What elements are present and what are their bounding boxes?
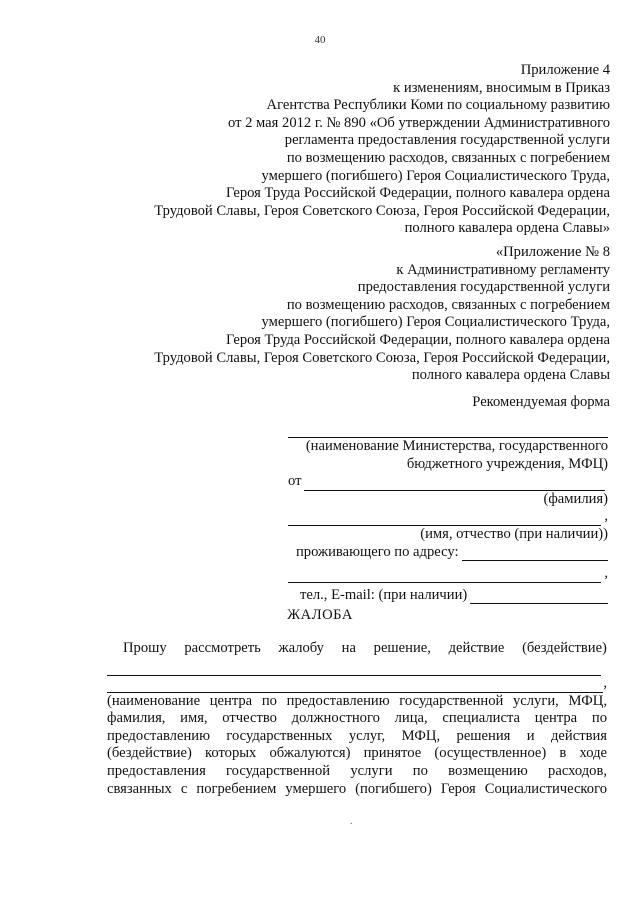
appendix-8-line: умершего (погибшего) Героя Социалистического Труда, xyxy=(261,314,610,331)
description-line: фамилия, имя, отчество должностного лица, специалиста центра по xyxy=(107,710,607,727)
comma: , xyxy=(603,675,607,691)
from-fill-line[interactable] xyxy=(304,476,605,491)
address-row xyxy=(288,544,608,562)
description-line: предоставления государственной услуги по возмещению расходов, xyxy=(107,762,607,779)
name-row xyxy=(288,508,608,526)
request-fill-line[interactable] xyxy=(107,658,601,676)
appendix-8-line: Героя Труда Российской Федерации, полного кавалера ордена xyxy=(226,331,610,348)
footer-mark: . xyxy=(350,816,353,827)
ministry-hint: бюджетного учреждения, МФЦ) xyxy=(406,455,608,472)
request-fill-row xyxy=(107,676,607,693)
request-word: рассмотреть xyxy=(184,640,261,656)
request-first-line xyxy=(107,640,607,658)
appendix-4-line: Трудовой Славы, Героя Советского Союза, Героя Российской Федерации, xyxy=(154,202,610,219)
phone-label: тел., E-mail: (при наличии) xyxy=(300,586,468,603)
request-word: жалобу xyxy=(278,640,324,656)
ministry-hint: (наименование Министерства, государственного xyxy=(305,438,608,454)
address-fill-line-2[interactable] xyxy=(288,568,601,583)
appendix-4-line: Приложение 4 xyxy=(520,62,610,78)
name-fill-line[interactable] xyxy=(288,511,601,526)
appendix-8-line: Трудовой Славы, Героя Советского Союза, Героя Российской Федерации, xyxy=(154,349,610,366)
appendix-4-line: по возмещению расходов, связанных с погребением xyxy=(286,149,610,166)
request-block xyxy=(107,640,607,798)
address-fill-line[interactable] xyxy=(462,546,608,561)
recommended-form-label: Рекомендуемая форма xyxy=(472,394,610,410)
description-line: (бездействие) которых обжалуются) принятое (осуществленное) в ходе xyxy=(107,745,607,762)
address-row-2 xyxy=(288,565,608,583)
appendix-8-line: полного кавалера ордена Славы xyxy=(411,367,610,384)
comma: , xyxy=(604,508,608,525)
appendix-8-line: предоставления государственной услуги xyxy=(357,279,610,296)
description-line: связанных с погребением умершего (погибшего) Героя Социалистического xyxy=(107,780,607,797)
name-hint: (имя, отчество (при наличии)) xyxy=(420,525,608,542)
request-word: (бездействие) xyxy=(522,640,607,656)
phone-fill-line[interactable] xyxy=(470,589,608,604)
ministry-fill-line[interactable] xyxy=(288,422,608,438)
comma: , xyxy=(604,565,608,582)
appendix-4-line: к изменениям, вносимым в Приказ xyxy=(393,79,610,96)
document-title: ЖАЛОБА xyxy=(287,607,353,623)
request-word: решение, xyxy=(373,640,431,656)
appendix-4-line: полного кавалера ордена Славы» xyxy=(404,220,610,237)
surname-hint: (фамилия) xyxy=(543,490,608,507)
page-number: 40 xyxy=(314,34,326,46)
phone-row xyxy=(288,587,608,605)
request-word: действие xyxy=(448,640,505,656)
appendix-4-line: Агентства Республики Коми по социальному развитию xyxy=(266,97,610,114)
appendix-4-line: от 2 мая 2012 г. № 890 «Об утверждении Административного xyxy=(227,114,610,131)
request-fill-line-2[interactable] xyxy=(107,677,603,693)
appendix-4-line: Героя Труда Российской Федерации, полного кавалера ордена xyxy=(226,185,610,202)
from-row xyxy=(288,473,608,491)
description-line: предоставлению государственных услуг, МФЦ, решения и действия xyxy=(107,727,607,744)
addressee-block xyxy=(288,422,608,604)
address-label: проживающего по адресу: xyxy=(296,543,459,560)
description-line: (наименование центра по предоставлению государственной услуги, МФЦ, xyxy=(107,692,607,709)
from-label: от xyxy=(288,473,302,490)
appendix-8-line: «Приложение № 8 xyxy=(495,244,610,260)
appendix-8-header xyxy=(154,244,610,385)
appendix-4-line: регламента предоставления государственной услуги xyxy=(284,132,610,149)
appendix-8-line: к Административному регламенту xyxy=(396,261,610,278)
request-word: на xyxy=(341,640,356,656)
appendix-4-header xyxy=(154,62,610,238)
appendix-8-line: по возмещению расходов, связанных с погребением xyxy=(286,296,610,313)
appendix-4-line: умершего (погибшего) Героя Социалистического Труда, xyxy=(261,167,610,184)
request-word: Прошу xyxy=(123,640,167,656)
